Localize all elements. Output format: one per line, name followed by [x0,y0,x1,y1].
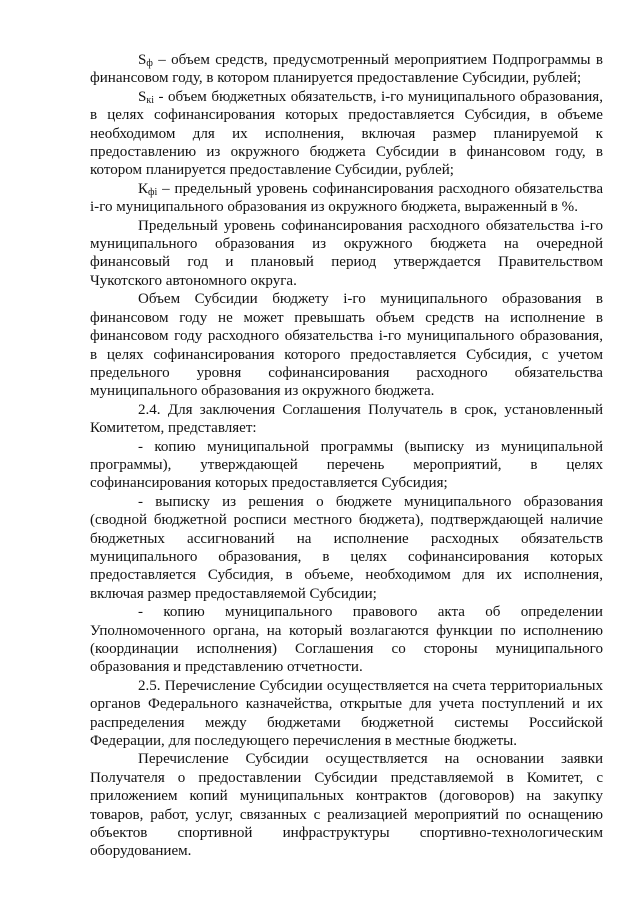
line-text: приложением копий муниципальных контрактов (договоров) на закупку [90,788,603,805]
text-line [90,198,603,216]
text-line [90,161,603,179]
text-line [90,235,603,253]
text-line [90,787,603,805]
text-line [90,290,603,308]
text-line [90,603,603,621]
text-line [90,327,603,345]
paragraph [90,88,603,180]
line-text: образования и представлению отчетности. [90,659,363,676]
text-line [90,51,603,69]
paragraph [90,438,603,493]
text-line [90,180,603,198]
line-text: Предельный уровень софинансирования расходного обязательства i-го [138,217,603,234]
line-text: предельного уровня софинансирования расходного обязательства [90,364,603,381]
line-text: - копию муниципальной программы (выписку из муниципальной [138,438,603,455]
text-line [90,750,603,768]
text-line [90,658,603,676]
document-page [90,51,603,861]
text-line [90,69,603,87]
paragraph [90,677,603,751]
line-text: Объем Субсидии бюджету i-го муниципального образования в [138,291,603,308]
text-line [90,272,603,290]
text-line [90,456,603,474]
subscript: фi [148,186,158,198]
line-text: программы), утверждающей перечень мероприятий, в целях [90,456,603,473]
line-text: распределения между бюджетами бюджетной системы Российской [90,714,603,731]
line-text: предоставляется Субсидия, в объеме, необходимом для их исполнения, [90,567,603,584]
line-text: финансовый год и плановый период утверждается Правительством [90,254,603,271]
line-text: предоставлению из окружного бюджета Субсидии в финансовом году, в [90,144,603,161]
paragraph [90,217,603,291]
line-text: муниципального образования из окружного бюджета. [90,383,435,400]
line-text: - выписку из решения о бюджете муниципального образования [138,493,603,510]
line-text: Уполномоченного органа, на который возлагаются функции по исполнению [90,622,603,639]
paragraph [90,603,603,677]
text-line [90,106,603,124]
text-line [90,677,603,695]
line-text: органов Федерального казначейства, открытые для учета поступлений и их [90,696,603,713]
text-line [90,622,603,640]
paragraph [90,180,603,217]
symbol: S [138,88,147,105]
text-line [90,566,603,584]
line-text: муниципального образования, в целях софинансирования которых [90,548,603,565]
line-text: товаров, работ, услуг, связанных с реализацией мероприятий по оснащению [90,806,603,823]
line-text: Перечисление Субсидии осуществляется на основании заявки [138,751,603,768]
symbol: S [138,52,147,68]
text-line [90,824,603,842]
text-line [90,493,603,511]
line-text: включая размер предоставляемой Субсидии; [90,585,377,602]
line-text: финансовом году расходного обязательства i-го муниципального образования, [90,328,603,345]
line-text: Федерации, для последующего перечисления в местные бюджеты. [90,733,518,750]
line-text: объектов спортивной инфраструктуры спортивно-технологическим [90,825,603,842]
line-text: бюджетных ассигнований на исполнение расходных обязательств [90,530,603,547]
text-line [90,769,603,787]
line-text: Чукотского автономного округа. [90,272,297,289]
text-line [90,640,603,658]
line-text: - копию муниципального правового акта об определении [138,604,603,621]
paragraph [90,51,603,88]
line-text: Комитетом, представляет: [90,420,257,437]
text-line [90,253,603,271]
text-line [90,309,603,327]
line-text: муниципального образования из окружного бюджета на очередной [90,236,603,253]
line-text: оборудованием. [90,843,192,860]
text-line [90,88,603,106]
symbol: К [138,180,149,197]
text-line [90,695,603,713]
text-line [90,217,603,235]
text-line [90,419,603,437]
line-text: софинансирования которых предоставляется Субсидия; [90,475,448,492]
paragraph [90,750,603,860]
paragraph [90,493,603,603]
text-line [90,842,603,860]
text-line [90,143,603,161]
text-line [90,530,603,548]
line-text: Получателя о предоставлении Субсидии представляемой в Комитет, с [90,769,603,786]
line-text: 2.5. Перечисление Субсидии осуществляется на счета территориальных [138,677,603,694]
line-text: в целях софинансирования которого предоставляется Субсидия, с учетом [90,346,603,363]
line-text: в целях софинансирования которых предоставляется Субсидия, в объеме [90,107,603,124]
text-line [90,474,603,492]
line-text: – объем средств, предусмотренный мероприятием Подпрограммы в [152,52,603,68]
line-text: (сводной бюджетной росписи местного бюджета), подтверждающей наличие [90,512,603,529]
text-line [90,511,603,529]
paragraph [90,401,603,438]
line-text: финансовом году, в котором планируется предоставление Субсидии, рублей; [90,70,582,87]
line-text: (координации исполнения) Соглашения со стороны муниципального [90,641,603,657]
text-line [90,125,603,143]
text-line [90,382,603,400]
subscript: кi [146,94,155,106]
line-text: финансовом году не может превышать объем средств на исполнение в [90,309,603,326]
text-line [90,806,603,824]
line-text: необходимом для их исполнения, включая размер планируемой к [90,125,603,142]
text-line [90,732,603,750]
line-text: 2.4. Для заключения Соглашения Получатель в срок, установленный [138,401,603,418]
text-line [90,401,603,419]
line-text: - объем бюджетных обязательств, i-го муниципального образования, [154,88,603,105]
line-text: i-го муниципального образования из окружного бюджета, выраженный в %. [90,199,578,216]
text-line [90,714,603,732]
text-line [90,438,603,456]
line-text: котором планируется предоставление Субсидии, рублей; [90,162,454,179]
text-line [90,346,603,364]
text-line [90,548,603,566]
paragraph [90,290,603,400]
text-line [90,364,603,382]
text-line [90,585,603,603]
subscript: ф [146,58,153,69]
line-text: – предельный уровень софинансирования расходного обязательства [157,180,603,197]
